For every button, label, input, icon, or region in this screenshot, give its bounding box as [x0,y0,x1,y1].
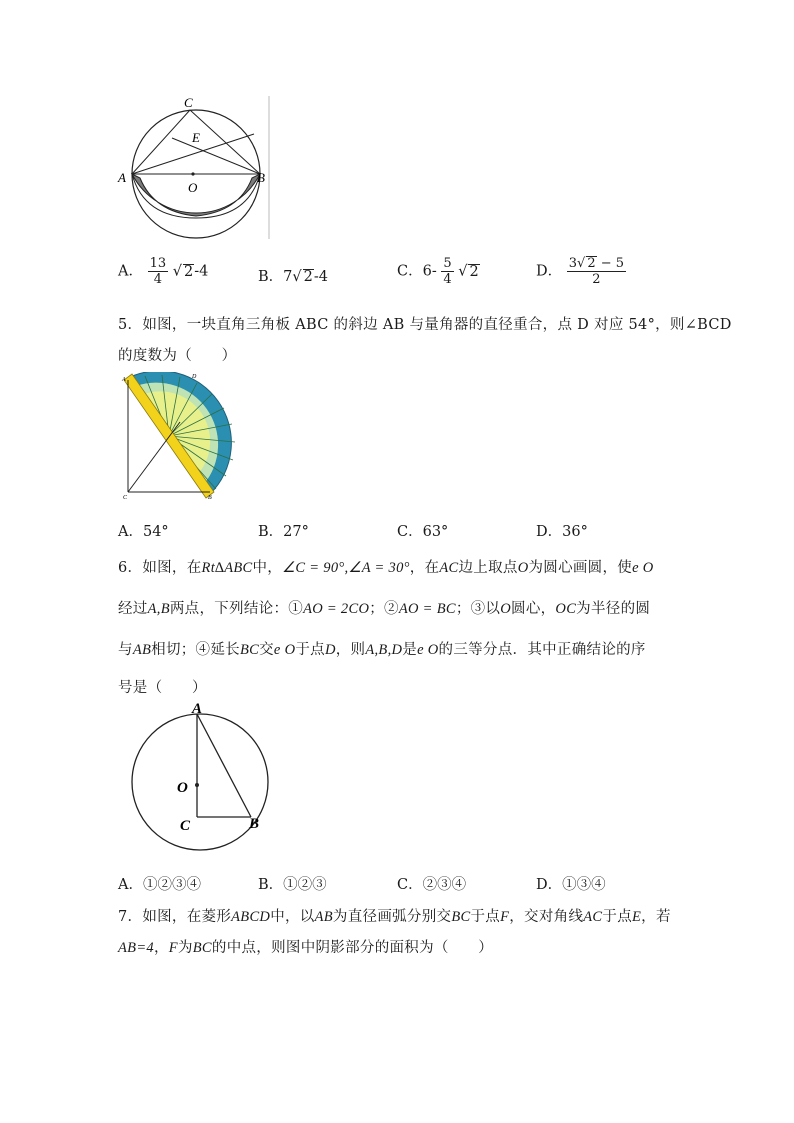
label-c: C [180,818,191,834]
q6-option-a[interactable]: A．①②③④ [118,877,201,893]
q5-stem-line1: 5．如图，一块直角三角板 ABC 的斜边 AB 与量角器的直径重合，点 D 对应 54°，则∠BCD [118,317,732,333]
sqrt-sign: √ [458,263,468,280]
q6-stem-line3: 与AB相切；④延长BC交e O于点D，则A,B,D是e O的三等分点．其中正确结论的序 [118,642,646,658]
label-c: C [184,95,193,110]
label-e: E [192,130,200,145]
fraction: $\frac{3√ 2 - 5}{2}$ [568,256,625,287]
q4-option-b[interactable] [258,265,328,286]
q7-stem-line1: 7．如图，在菱形ABCD中，以AB为直径画弧分别交BC于点F，交对角线AC于点E，若 [118,909,671,925]
q4-option-d[interactable] [536,256,626,287]
q5-option-a[interactable]: A．54° [118,524,169,540]
q5-stem-line2: 的度数为（ ） [118,348,237,364]
label-o: O [177,780,188,796]
center-dot [191,172,194,175]
fraction: $\frac{5}{4}$ [443,256,452,287]
option-prefix: B． [258,269,284,285]
sqrt-sign: √ [292,269,302,285]
q4-option-a[interactable] [118,256,208,287]
option-lead: 6- [422,263,437,280]
label-o: O [188,180,198,195]
label-a: A [192,701,203,717]
fraction: $\frac{13}{4}$ [149,256,167,287]
q5-option-b[interactable]: B．27° [258,524,309,540]
q5-option-d[interactable]: D．36° [536,524,588,540]
q6-circle-figure [124,700,284,860]
label-a: A [118,170,126,185]
q6-option-d[interactable]: D．①③④ [536,877,606,893]
coefficient: 7 [283,269,293,285]
q6-option-c[interactable]: C．②③④ [397,877,467,893]
radicand: 2 [303,269,313,285]
q5-option-c[interactable]: C．63° [397,524,449,540]
label-a: A [122,377,126,383]
q6-stem-line4: 号是（ ） [118,680,207,696]
q7-stem-line2: AB=4，F为BC的中点，则图中阴影部分的面积为（ ） [118,940,494,956]
q6-stem-line1: 6．如图，在Rt∆ABC中，∠C = 90°,∠A = 30°，在AC边上取点O为圆心画圆，使e O [118,560,654,576]
option-prefix: A． [118,263,143,280]
option-tail: -4 [194,263,209,280]
label-b: B [208,495,212,501]
option-prefix: C． [397,263,423,280]
chord-bc [190,110,260,174]
sqrt-sign: √ [172,263,182,280]
radicand: 2 [184,263,194,280]
q4-option-c[interactable] [397,256,480,287]
circle-o [132,714,268,850]
label-c: C [123,495,128,501]
center-dot [195,783,199,787]
q6-stem-line2: 经过A,B两点，下列结论：①AO = 2CO；②AO = BC；③以O圆心，OC为半径的圆 [118,601,651,617]
label-b: B [257,170,265,185]
radicand: 2 [469,263,479,280]
label-b: B [249,816,260,832]
q4-figure [114,94,274,244]
line-be [172,138,260,174]
option-prefix: D． [536,263,563,280]
segment-cd [128,422,180,492]
q5-protractor-figure [120,372,245,502]
label-d: D [192,374,197,380]
q6-option-b[interactable]: B．①②③ [258,877,327,893]
option-tail: -4 [313,269,328,285]
